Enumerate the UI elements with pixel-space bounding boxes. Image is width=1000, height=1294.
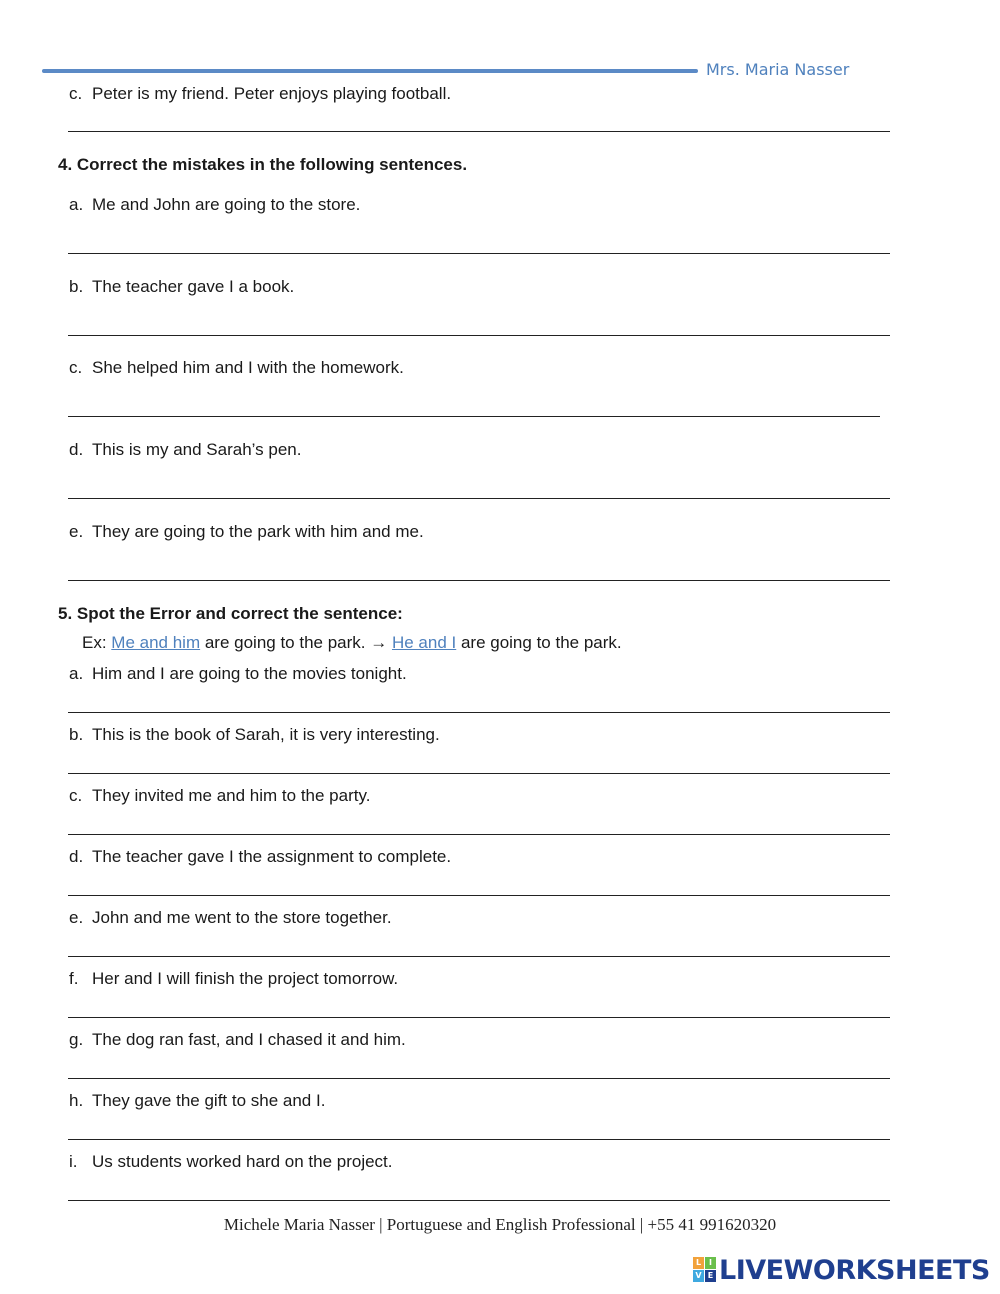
liveworksheets-icon <box>693 1257 717 1283</box>
item-text: The dog ran fast, and I chased it and him. <box>92 1030 406 1049</box>
item-text: This is my and Sarah’s pen. <box>92 440 302 459</box>
item-text: The teacher gave I a book. <box>92 277 295 296</box>
example-middle: are going to the park. → <box>200 633 392 652</box>
answer-line[interactable] <box>68 1078 890 1079</box>
item-text: Her and I will finish the project tomorrow. <box>92 969 399 988</box>
answer-line[interactable] <box>68 1200 890 1201</box>
icon-cell: E <box>705 1270 716 1282</box>
answer-line[interactable] <box>68 834 890 835</box>
answer-line[interactable] <box>68 335 890 336</box>
item-letter: c. <box>69 84 83 103</box>
item-letter: g. <box>69 1030 84 1049</box>
item-letter: c. <box>69 786 83 805</box>
icon-cell: V <box>693 1270 704 1282</box>
item-letter: e. <box>69 908 84 927</box>
item-letter: e. <box>69 522 84 541</box>
item-text: They are going to the park with him and me. <box>92 522 424 541</box>
item-letter: a. <box>69 195 84 214</box>
item-text: Him and I are going to the movies tonight. <box>92 664 407 683</box>
example-sentence <box>82 633 622 653</box>
item-text: John and me went to the store together. <box>92 908 392 927</box>
answer-line[interactable] <box>68 1139 890 1140</box>
item-text: They invited me and him to the party. <box>92 786 371 805</box>
icon-cell: I <box>705 1257 716 1269</box>
item-letter: d. <box>69 847 84 866</box>
answer-line[interactable] <box>68 773 890 774</box>
footer-contact: Michele Maria Nasser | Portuguese and English Professional | +55 41 991620320 <box>223 1215 777 1234</box>
example-wrong-link[interactable]: Me and him <box>111 633 201 652</box>
item-letter: h. <box>69 1091 84 1110</box>
item-text: Us students worked hard on the project. <box>92 1152 393 1171</box>
item-letter: a. <box>69 664 84 683</box>
item-text: This is the book of Sarah, it is very interesting. <box>92 725 440 744</box>
answer-line[interactable] <box>68 131 890 132</box>
item-text: She helped him and I with the homework. <box>92 358 404 377</box>
item-letter: b. <box>69 725 84 744</box>
item-text: They gave the gift to she and I. <box>92 1091 326 1110</box>
example-right-link[interactable]: He and I <box>391 633 457 652</box>
section-4-heading: 4. Correct the mistakes in the following sentences. <box>58 155 468 174</box>
header-author: Mrs. Maria Nasser <box>706 60 850 79</box>
answer-line[interactable] <box>68 580 890 581</box>
icon-cell: L <box>693 1257 704 1269</box>
item-letter: i. <box>69 1152 78 1171</box>
item-letter: d. <box>69 440 84 459</box>
item-letter: b. <box>69 277 84 296</box>
answer-line[interactable] <box>68 956 890 957</box>
example-suffix: are going to the park. <box>456 633 622 652</box>
item-text: The teacher gave I the assignment to complete. <box>92 847 452 866</box>
item-text: Peter is my friend. Peter enjoys playing football. <box>92 84 452 103</box>
item-letter: c. <box>69 358 83 377</box>
example-prefix: Ex: <box>82 633 112 652</box>
answer-line[interactable] <box>68 1017 890 1018</box>
answer-line[interactable] <box>68 253 890 254</box>
item-text: Me and John are going to the store. <box>92 195 361 214</box>
liveworksheets-wordmark: LIVEWORKSHEETS <box>719 1254 990 1286</box>
section-5-heading: 5. Spot the Error and correct the sentence: <box>58 604 403 623</box>
liveworksheets-logo[interactable] <box>693 1255 990 1285</box>
item-letter: f. <box>69 969 79 988</box>
answer-line[interactable] <box>68 895 890 896</box>
answer-line[interactable] <box>68 712 890 713</box>
answer-line[interactable] <box>68 498 890 499</box>
header-rule <box>42 69 698 73</box>
answer-line[interactable] <box>68 416 880 417</box>
